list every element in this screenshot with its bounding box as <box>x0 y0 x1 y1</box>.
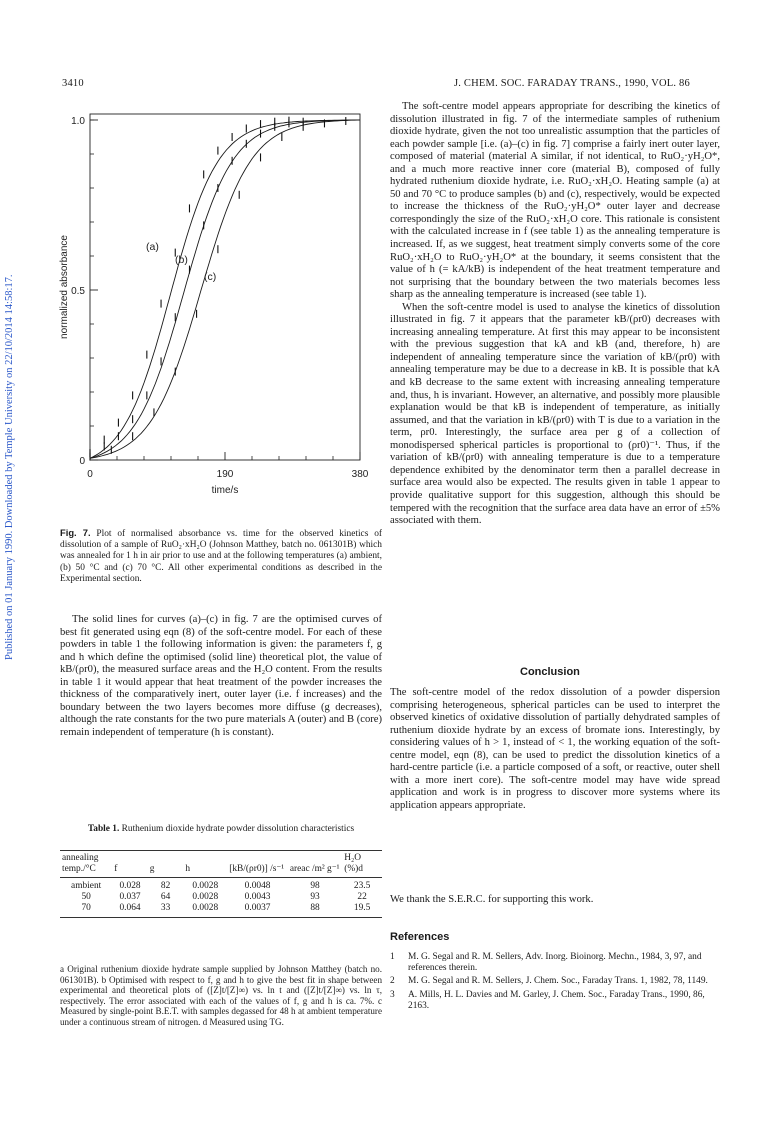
table-cell: 50 <box>81 892 91 902</box>
chart-marks <box>90 117 360 461</box>
col-h2o: H₂O (%)d <box>344 853 363 874</box>
reference-item <box>390 952 720 974</box>
journal-running-head: J. CHEM. SOC. FARADAY TRANS., 1990, VOL. 86 <box>454 78 690 89</box>
table-caption-label: Table 1. <box>87 824 120 834</box>
figure-caption <box>60 527 382 585</box>
acknowledgement-text: We thank the S.E.R.C. for supporting this work. <box>390 894 594 905</box>
table-row <box>60 892 382 903</box>
body-paragraph: When the soft-centre model is used to analyse the kinetics of dissolution illustrated in fig. 7 it appears that the parameter kB/(ρr0) decreases with increasing annealing temperature. At first this may appear to be inconsistent with the previous suggestion that kA and kB (and, therefore, h) are independent of annealing temperature since the variation of kB/(ρr0) with annealing temperature may be due to a decrease in kB. It is possible that kA and kB decrease to the same extent with increasing annealing temperature and, thus, h is invariant. However, an alternative, and possibly more plausible explanation would be that kB is independent of temperature, as initially assumed, and that the variation in kB/(ρr0) with T is due to a variation in the term, ρr0. Interestingly, the surface area per g of a collection of monodispersed spherical particles is proportional to (ρr0)⁻¹. Thus, if the variation of kB/(ρr0) with annealing temperature is due to a temperature dependence exhibited by the denominator term then a parallel decrease in surface area would also be expected. The results given in table 1 appear to provide qualitative support for this suggestion, although this should be tempered with the recognition that the surface area data have an error of ±5% associated with them. <box>390 301 720 527</box>
x-tick-label: 190 <box>216 469 234 480</box>
table-cell: 0.0043 <box>244 892 271 902</box>
y-axis-label: normalized absorbance <box>59 235 70 339</box>
table-caption <box>60 824 382 835</box>
chart-labels <box>59 116 369 496</box>
x-tick-label: 0 <box>87 469 93 480</box>
reference-text: M. G. Segal and R. M. Sellers, J. Chem. Soc., Faraday Trans. 1, 1982, 78, 1149. <box>408 976 708 987</box>
table-cell: 0.028 <box>119 881 141 891</box>
table-cell: 98 <box>310 881 320 891</box>
table-row <box>60 881 382 892</box>
table-cell: 70 <box>81 903 91 913</box>
reference-text: A. Mills, H. L. Davies and M. Garley, J. Chem. Soc., Faraday Trans., 1990, 86, 2163. <box>408 989 705 1011</box>
body-paragraph: The solid lines for curves (a)–(c) in fig. 7 are the optimised curves of best fit generated using eqn (8) of the soft-centre model. For each of these powders in table 1 the following information is given: the parameters f, g and h which define the optimised (solid line) theoretical plot, the value of kB/(ρr0), the measured surface areas and the H₂O content. From the results in table 1 it would appear that heat treatment of the powder increases the thickness of the comparatively inert, outer layer (i.e. f increases) and the boundary between the two layers becomes more diffuse (g decreases), although the rate constants for the two pure materials A (outer) and B (core) remain independent of temperature (h is constant). <box>60 614 382 738</box>
table-cell: 0.0048 <box>244 881 271 891</box>
table-cell: 82 <box>160 881 171 891</box>
reference-text: M. G. Segal and R. M. Sellers, Adv. Inorg. Bioinorg. Mechn., 1984, 3, 97, and references therein. <box>408 952 702 974</box>
reference-number: 2 <box>390 976 395 987</box>
table-cell: 33 <box>160 903 171 913</box>
table-cell: 0.0037 <box>244 903 271 913</box>
table-1 <box>60 850 382 918</box>
col-kb: [kB/(ρr0)] /s⁻¹ <box>229 864 285 874</box>
table-cell: 0.0028 <box>192 903 219 913</box>
table-cell: 0.064 <box>119 903 141 913</box>
series-curve-0 <box>90 120 360 458</box>
download-note[interactable]: Published on 01 January 1990. Downloaded by Temple University on 22/10/2014 14:58:17. <box>4 274 15 660</box>
col-f: f <box>114 864 118 874</box>
col-annealing: annealing temp./°C <box>62 853 99 874</box>
chart-axes <box>90 114 360 460</box>
table-cell: 0.037 <box>119 892 141 902</box>
right-body <box>390 101 720 528</box>
reference-item <box>390 990 720 1012</box>
conclusion-paragraph: The soft-centre model of the redox dissolution of a powder dispersion comprising heterogeneous, spherical particles can be used to interpret the observed kinetics of oxidative dissolution of partially dehydrated samples of ruthenium dioxide hydrate by an excess of bromate ions. Interestingly, by considering values of h > 1, instead of < 1, the working equation of the soft-centre model, eqn (8), can be used to predict the dissolution kinetics of a hard-centre particle (i.e. a particle composed of a soft, or reactive, outer shell with a more inert core). The soft-centre model may have wide spread application and work is in progress to discover more systems where its application appears appropriate. <box>390 687 720 811</box>
table-cell: 22 <box>357 892 367 902</box>
figure-7 <box>55 100 375 520</box>
table-header-row <box>60 853 382 875</box>
reference-number: 1 <box>390 952 395 962</box>
absorbance-chart <box>55 100 375 520</box>
col-h: h <box>185 864 191 874</box>
conclusion-body <box>390 687 720 812</box>
x-axis-label: time/s <box>211 485 239 496</box>
references-heading: References <box>390 931 450 943</box>
body-paragraph: The soft-centre model appears appropriate for describing the kinetics of dissolution illustrated in fig. 7 of the intermediate samples of ruthenium dioxide hydrate, given the not too unrealistic assumption that the particles of each powder sample [i.e. (a)–(c) in fig. 7] comprise a fairly inert outer layer, composed of material (material A similar, if not identical, to RuO₂·yH₂O*, and a much more reactive inner core (material B), composed of fully hydrated ruthenium dioxide hydrate, i.e. RuO₂·xH₂O. Heating sample (a) at 50 and 70 °C to produce samples (b) and (c), respectively, would be expected to increase the thickness of the RuO₂·yH₂O* outer layer and decrease correspondingly the size of the RuO₂·xH₂O core. This rationale is consistent with the calculated increase in f (see table 1) as the annealing temperature is increased. If, as we suggest, heat treatment simply converts some of the core RuO₂·xH₂O to RuO₂·yH₂O* at the boundary, it seems consistent that the value of h (= kA/kB) is independent of the heat treatment temperature and not surprising that the boundary between the two materials becomes less sharp as the annealing temperature is increased (see table 1). <box>390 101 720 301</box>
y-tick-label: 0.5 <box>71 286 85 297</box>
page-number: 3410 <box>62 78 84 89</box>
table-cell: 93 <box>310 892 320 902</box>
series-curve-1 <box>90 120 360 458</box>
plot-frame <box>90 114 360 460</box>
table-caption-text: Ruthenium dioxide hydrate powder dissolution characteristics <box>121 824 355 834</box>
acknowledgement <box>390 894 720 907</box>
col-area: areac /m² g⁻¹ <box>289 864 340 874</box>
left-body <box>60 614 382 739</box>
table-cell: 64 <box>160 892 171 902</box>
series-curve-2 <box>90 120 360 458</box>
table-cell: 23.5 <box>353 881 371 891</box>
col-g: g <box>149 864 155 874</box>
table-cell: 88 <box>310 903 320 913</box>
conclusion-heading: Conclusion <box>520 666 580 678</box>
reference-item <box>390 976 720 987</box>
series-label: (c) <box>204 271 217 283</box>
table-cell: 19.5 <box>353 903 371 913</box>
table-footnote: a Original ruthenium dioxide hydrate sample supplied by Johnson Matthey (batch no. 061301B). b Optimised with respect to f, g and h to give the best fit in shape between experimental and theoretical plots of ([Z]t/[Z]∞) vs. ln t and ([Z]t/[Z]∞) vs. ln τ, respectively. The error associated with each of the values of f, g and h is ca. 7%. c Measured by single-point B.E.T. with samples degassed for 48 h at ambient temperature under a continuous stream of nitrogen. d Measured using TG. <box>60 964 382 1027</box>
figure-caption-label: Fig. 7. <box>60 527 91 538</box>
x-tick-label: 380 <box>351 469 369 480</box>
reference-number: 3 <box>390 989 395 1000</box>
y-tick-label: 1.0 <box>71 116 85 127</box>
table-cell: ambient <box>71 881 102 891</box>
figure-caption-text: Plot of normalised absorbance vs. time for the observed kinetics of dissolution of a sample of RuO₂·xH₂O (Johnson Matthey, batch no. 061301B) which was annealed for 1 h in air prior to use and at the following temperatures (a) ambient, (b) 50 °C and (c) 70 °C. All other experimental conditions as described in the Experimental section. <box>60 529 383 584</box>
series-label: (b) <box>175 254 188 266</box>
table-row <box>60 903 382 914</box>
table-cell: 0.0028 <box>192 892 219 902</box>
table-cell: 0.0028 <box>192 881 219 891</box>
y-tick-label: 0 <box>79 456 85 467</box>
reference-list <box>390 952 720 1014</box>
series-label: (a) <box>146 241 159 253</box>
